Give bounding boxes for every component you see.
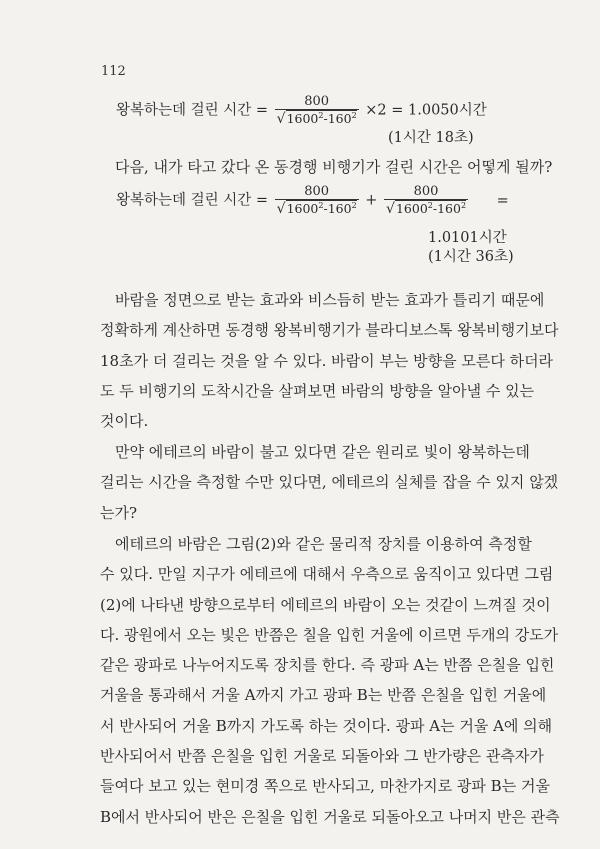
paragraph-line: B에서 반사되어 반은 은칠을 입힌 거울로 되돌아오고 나머지 반은 관측 [100, 807, 560, 826]
sqrt-sign: √ [386, 201, 395, 217]
paragraph-1 [100, 285, 559, 436]
paragraph-line: 도 두 비행기의 도착시간을 살펴보면 바람의 방향을 알아낼 수 있는 [100, 381, 535, 400]
radicand-term-a: 1600 [286, 111, 319, 126]
paragraph-line: (2)에 나타낸 방향으로부터 에테르의 바람이 오는 것같이 느껴질 것이 [100, 595, 551, 614]
paragraph-line: 정확하게 계산하면 동경행 왕복비행기가 블라디보스톡 왕복비행기보다 [100, 321, 559, 340]
equation-1 [116, 94, 487, 127]
radicand-exponent-b: 2 [351, 200, 357, 210]
radicand-term-b: -160 [323, 201, 352, 216]
equation-2-numerator-2: 800 [413, 184, 439, 199]
radicand-term-b: -160 [432, 201, 461, 216]
paragraph-line: 거울을 통과해서 거울 A까지 가고 광파 B는 반쯤 은칠을 입힌 거울에 [100, 686, 547, 705]
paragraph-line: 같은 광파로 나누어지도록 장치를 한다. 즉 광파 A는 반쯤 은칠을 입힌 [100, 656, 555, 675]
paragraph-line: 수 있다. 만일 지구가 에테르에 대해서 우측으로 움직이고 있다면 그림 [100, 565, 554, 584]
paragraph-line: 서 반사되어 거울 B까지 가도록 하는 것이다. 광파 A는 거울 A에 의해 [100, 716, 553, 735]
equation-2-fraction-2 [384, 184, 468, 217]
question-text: 다음, 내가 타고 갔다 온 동경행 비행기가 걸린 시간은 어떻게 될까? [115, 158, 553, 176]
equation-2-equals: = [496, 192, 509, 209]
equation-1-radicand [286, 110, 357, 126]
equation-1-lhs: 왕복하는데 걸린 시간 = [116, 102, 269, 119]
paragraph-line: 바람을 정면으로 받는 효과와 비스듬히 받는 효과가 틀리기 때문에 [115, 291, 545, 309]
equation-1-numerator: 800 [304, 94, 330, 109]
paragraph-line: 18초가 더 걸리는 것을 알 수 있다. 바람이 부는 방향을 모른다 하더라 [100, 351, 554, 370]
equation-2-lhs: 왕복하는데 걸린 시간 = [116, 192, 269, 209]
equation-1-fraction [275, 94, 359, 127]
equation-2-radicand-2 [395, 200, 466, 216]
page-number: 112 [101, 64, 126, 79]
paragraph-line: 는가? [100, 503, 138, 522]
paragraph-line: 반사되어서 반쯤 은칠을 입힌 거울로 되돌아와 그 반가량은 관측자가 [100, 747, 544, 766]
paragraph-2 [100, 437, 559, 528]
equation-2 [116, 184, 509, 217]
paragraph-line: 것이다. [100, 412, 149, 431]
paragraph-line: 다. 광원에서 오는 빛은 반쯤은 칠을 입힌 거울에 이르면 두개의 강도가 [100, 625, 559, 644]
equation-1-rhs: ×2 = 1.0050시간 [365, 102, 487, 119]
equation-1-denominator [275, 109, 359, 127]
radicand-exponent-a: 2 [318, 110, 324, 120]
sqrt-sign: √ [276, 201, 286, 217]
equation-2-fraction-1 [275, 184, 359, 217]
equation-1-note: (1시간 18초) [388, 130, 474, 146]
paragraph-line: 만약 에테르의 바람이 불고 있다면 같은 원리로 빛이 왕복하는데 [115, 443, 530, 461]
radicand-term-a: 1600 [395, 201, 428, 216]
radicand-exponent-a: 2 [318, 200, 324, 210]
paragraph-3 [100, 529, 560, 832]
equation-2-result: 1.0101시간 [428, 230, 507, 246]
equation-2-plus: + [365, 192, 378, 209]
radicand-exponent-a: 2 [427, 200, 433, 210]
paragraph-line: 걸리는 시간을 측정할 수만 있다면, 에테르의 실체를 잡을 수 있지 않겠 [100, 473, 559, 492]
sqrt-sign: √ [276, 111, 286, 127]
radicand-exponent-b: 2 [351, 110, 357, 120]
radicand-term-b: -160 [323, 111, 352, 126]
equation-2-radicand-1 [286, 200, 357, 216]
equation-2-numerator-1: 800 [304, 184, 330, 199]
equation-2-denominator-2 [384, 199, 468, 217]
radicand-exponent-b: 2 [460, 200, 467, 210]
equation-2-note: (1시간 36초) [428, 249, 514, 265]
equation-2-denominator-1 [275, 199, 359, 217]
radicand-term-a: 1600 [286, 201, 319, 216]
paragraph-line: 들여다 보고 있는 현미경 쪽으로 반사되고, 마찬가지로 광파 B는 거울 [100, 777, 550, 796]
paragraph-line: 에테르의 바람은 그림(2)와 같은 물리적 장치를 이용하여 측정할 [115, 535, 532, 553]
